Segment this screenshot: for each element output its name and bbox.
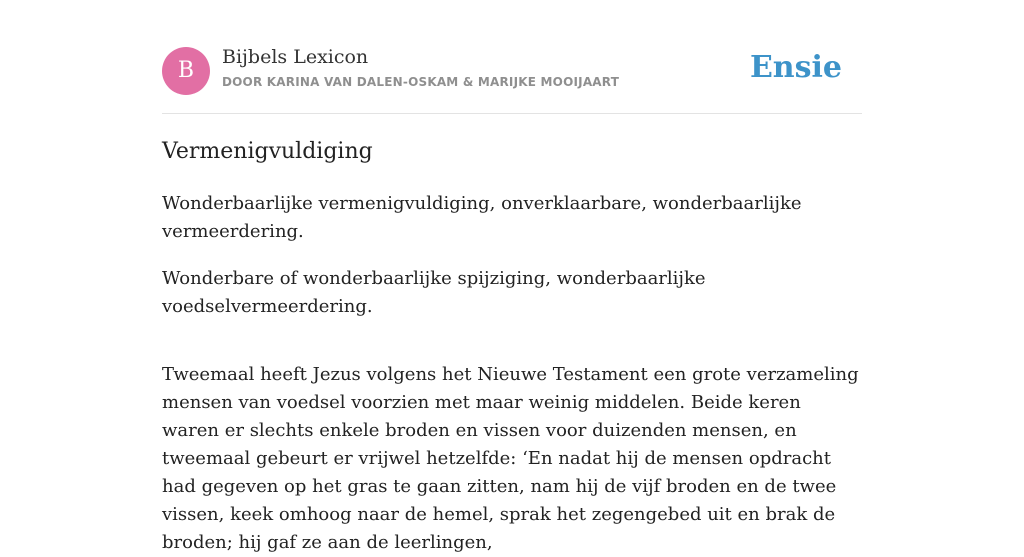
ensie-logo-link[interactable]: Ensie	[749, 50, 842, 85]
header	[162, 44, 862, 114]
article	[162, 136, 862, 557]
book-title[interactable]: Bijbels Lexicon	[222, 46, 369, 68]
definition-paragraph: Tweemaal heeft Jezus volgens het Nieuwe Testament een grote verzameling mensen van voedsel voorzien met maar weinig middelen. Beide keren waren er slechts enkele broden en vissen voor duizenden mensen, en tweemaal gebeurt er vrijwel hetzelfde: ‘En nadat hij de mensen opdracht had gegeven op het gras te gaan zitten, nam hij de vijf broden en de twee vissen, keek omhoog naar de hemel, sprak het zegengebed uit en brak de broden; hij gaf ze aan de leerlingen,	[162, 364, 859, 553]
term-title: Vermenigvuldiging	[162, 139, 373, 164]
definition-paragraph: Wonderbare of wonderbaarlijke spijziging, wonderbaarlijke voedselvermeerdering.	[162, 268, 706, 317]
definition-paragraph: Wonderbaarlijke vermenigvuldiging, onverklaarbare, wonderbaarlijke vermeerdering.	[162, 193, 802, 242]
book-avatar[interactable]: B	[162, 47, 210, 95]
author-byline: DOOR KARINA VAN DALEN-OSKAM & MARIJKE MOOIJAART	[222, 75, 620, 89]
